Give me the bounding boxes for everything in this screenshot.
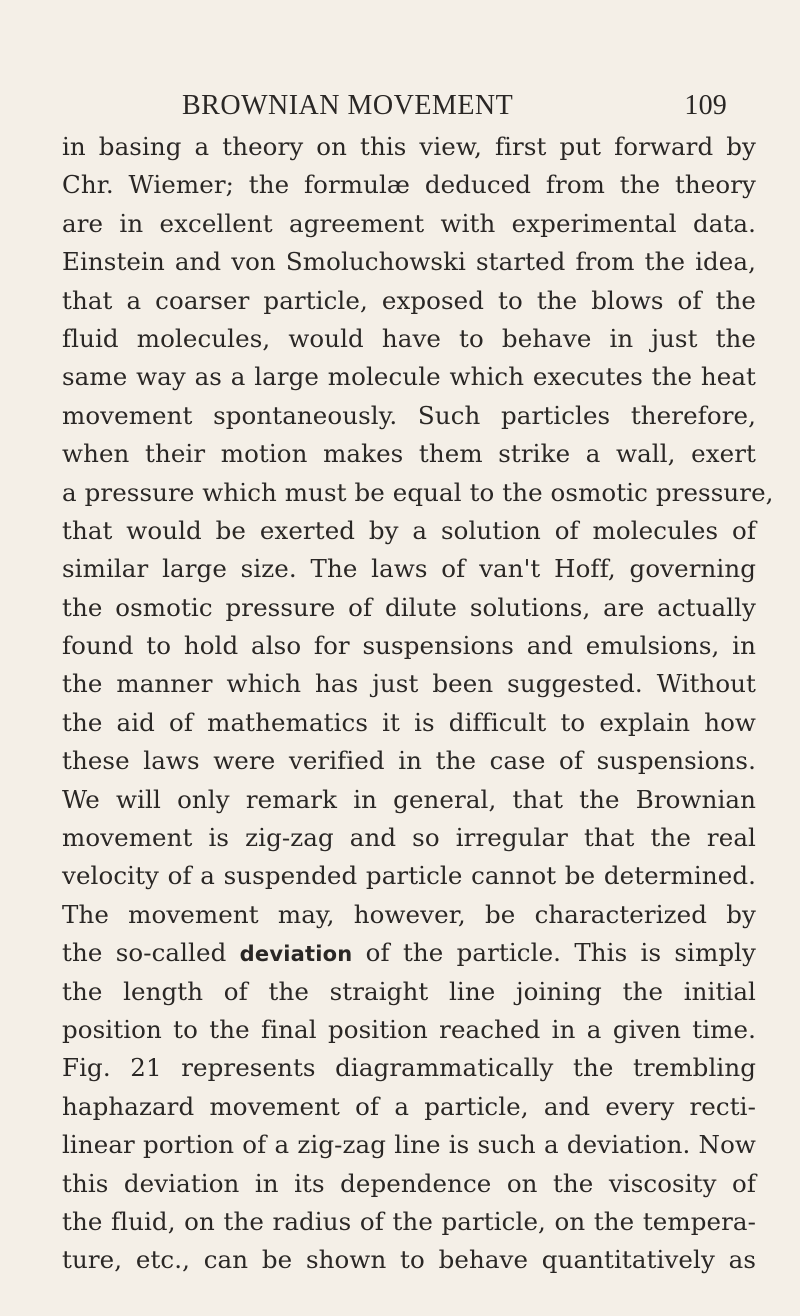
text-line-24: position to the final position reached in a given time. <box>62 1014 756 1044</box>
text-line-10: a pressure which must be equal to the osmotic pressure, <box>62 477 774 507</box>
text-line-22-after: of the particle. This is simply <box>352 938 756 968</box>
text-line-5: that a coarser particle, exposed to the blows of the <box>62 285 756 315</box>
text-line-14: found to hold also for suspensions and emulsions, in <box>62 631 756 661</box>
text-line-7: same way as a large molecule which executes the heat <box>62 362 756 392</box>
text-line-13: the osmotic pressure of dilute solutions, are actually <box>62 592 756 622</box>
text-line-16: the aid of mathematics it is difficult to explain how <box>62 707 756 737</box>
text-line-27: linear portion of a zig-zag line is such a deviation. Now <box>62 1130 756 1160</box>
text-line-19: movement is zig-zag and so irregular that the real <box>62 823 756 853</box>
text-line-4: Einstein and von Smoluchowski started from the idea, <box>62 247 756 277</box>
text-line-3: are in excellent agreement with experimental data. <box>62 208 756 238</box>
text-line-22 <box>62 934 756 972</box>
text-line-11: that would be exerted by a solution of molecules of <box>62 515 756 545</box>
text-line-22-before: the so-called <box>62 938 240 968</box>
text-line-15: the manner which has just been suggested. Without <box>62 669 756 699</box>
text-line-25: Fig. 21 represents diagrammatically the trembling <box>62 1053 756 1083</box>
text-line-29: the fluid, on the radius of the particle, on the tempera- <box>62 1206 756 1236</box>
text-line-21: The movement may, however, be characterized by <box>62 899 756 929</box>
text-line-12: similar large size. The laws of van't Hoff, governing <box>62 554 756 584</box>
text-line-17: these laws were verified in the case of suspensions. <box>62 746 756 776</box>
body-text <box>62 128 774 1280</box>
text-line-20: velocity of a suspended particle cannot be determined. <box>62 861 756 891</box>
text-line-28: this deviation in its dependence on the viscosity of <box>62 1168 756 1198</box>
text-line-30: ture, etc., can be shown to behave quantitatively as <box>62 1245 756 1275</box>
text-line-9: when their motion makes them strike a wall, exert <box>62 439 756 469</box>
running-header <box>62 84 756 126</box>
text-line-1: in basing a theory on this view, first put forward by <box>62 132 756 161</box>
text-line-23: the length of the straight line joining the initial <box>62 976 756 1006</box>
text-line-18: We will only remark in general, that the Brownian <box>62 784 756 814</box>
page-number: 109 <box>684 90 727 121</box>
text-line-6: fluid molecules, would have to behave in just the <box>62 323 756 353</box>
deviation-term: deviation <box>239 942 353 967</box>
text-line-2: Chr. Wiemer; the formulæ deduced from the theory <box>62 170 756 200</box>
running-title: BROWNIAN MOVEMENT <box>182 90 514 121</box>
text-line-26: haphazard movement of a particle, and every recti- <box>62 1091 756 1121</box>
text-line-8: movement spontaneously. Such particles therefore, <box>62 400 756 430</box>
